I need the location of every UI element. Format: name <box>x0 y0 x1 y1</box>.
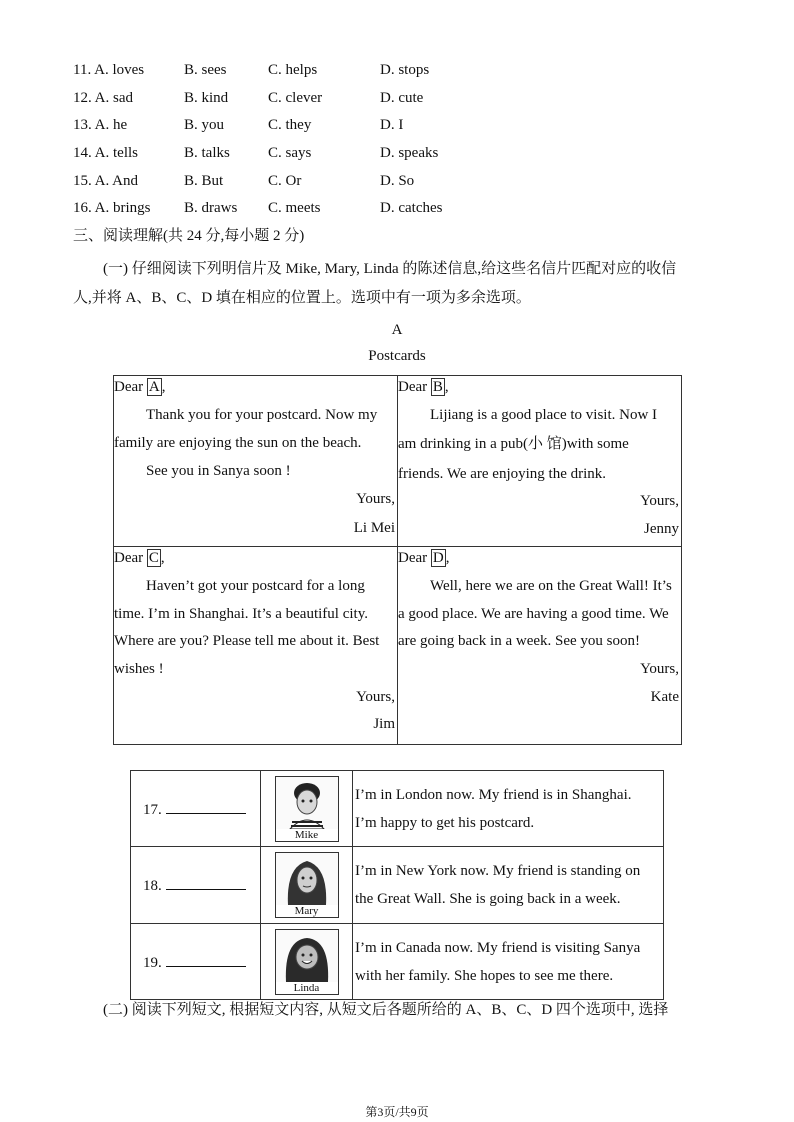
postcard-line: am drinking in a pub(小 馆)with some <box>398 436 629 452</box>
postcard-line: Thank you for your postcard. Now my <box>146 407 378 423</box>
option-a: 13. A. he <box>73 117 128 133</box>
option-row <box>73 142 493 164</box>
answer-box: D <box>432 550 444 566</box>
postcard-d <box>398 547 682 745</box>
option-d: D. speaks <box>380 145 439 161</box>
postcard-sender: Jenny <box>644 521 679 537</box>
postcard-c <box>114 547 398 745</box>
option-d: D. stops <box>380 62 430 78</box>
answer-blank[interactable] <box>166 799 246 814</box>
option-b: B. you <box>184 117 225 133</box>
option-b: B. sees <box>184 62 227 78</box>
postcard-closing: Yours, <box>640 493 679 509</box>
option-row <box>73 114 493 136</box>
option-row <box>73 87 493 109</box>
statement-line: I’m in Canada now. My friend is visiting Sanya <box>355 939 641 956</box>
statement-line: I’m happy to get his postcard. <box>355 814 535 831</box>
option-a: 11. A. loves <box>73 62 145 78</box>
postcard-line: are going back in a week. See you soon! <box>398 633 641 649</box>
postcard-sender: Kate <box>650 689 679 705</box>
option-d: D. cute <box>380 90 424 106</box>
passage-title: Postcards <box>368 348 426 364</box>
option-row <box>73 197 493 219</box>
postcard-line: Lijiang is a good place to visit. Now I <box>430 407 658 423</box>
option-a: 14. A. tells <box>73 145 139 161</box>
option-c: C. they <box>268 117 312 133</box>
instruction-line-1: (一) 仔细阅读下列明信片及 Mike, Mary, Linda 的陈述信息,给这些名信片匹配对应的收信 <box>103 261 677 277</box>
matching-row <box>131 847 664 924</box>
postcard-a <box>114 376 398 547</box>
postcard-line: family are enjoying the sun on the beach. <box>114 435 362 451</box>
option-b: B. draws <box>184 200 238 216</box>
option-row <box>73 170 493 192</box>
postcard-closing: Yours, <box>356 491 395 507</box>
postcard-line: Haven’t got your postcard for a long <box>146 578 365 594</box>
postcard-line: Well, here we are on the Great Wall! It’s <box>430 578 672 594</box>
person-photo <box>275 776 339 842</box>
question-number: 19. <box>143 954 162 971</box>
part2-instruction: (二) 阅读下列短文, 根据短文内容, 从短文后各题所给的 A、B、C、D 四个选项中, 选择 <box>103 1002 669 1018</box>
postcards-table <box>113 375 682 745</box>
option-c: C. helps <box>268 62 318 78</box>
person-name: Linda <box>276 982 338 994</box>
page-footer: 第3页/共9页 <box>365 1105 429 1119</box>
passage-letter: A <box>391 322 403 338</box>
option-d: D. I <box>380 117 404 133</box>
statement-line: the Great Wall. She is going back in a week. <box>355 891 621 907</box>
option-c: C. meets <box>268 200 321 216</box>
instruction-line-2: 人,并将 A、B、C、D 填在相应的位置上。选项中有一项为多余选项。 <box>73 290 531 306</box>
option-b: B. But <box>184 173 224 189</box>
postcard-line: See you in Sanya soon ! <box>146 463 291 479</box>
person-name: Mary <box>276 905 338 917</box>
postcard-salutation: Dear B , <box>398 379 449 395</box>
postcard-line: friends. We are enjoying the drink. <box>398 466 607 482</box>
answer-box: B <box>432 379 443 395</box>
postcard-line: a good place. We are having a good time. We <box>398 606 669 622</box>
answer-box: A <box>148 379 160 395</box>
person-name: Mike <box>276 829 338 841</box>
postcard-sender: Jim <box>373 716 395 732</box>
question-number: 17. <box>143 801 162 818</box>
option-a: 15. A. And <box>73 173 139 189</box>
option-a: 16. A. brings <box>73 200 151 216</box>
postcard-closing: Yours, <box>356 689 395 705</box>
option-c: C. says <box>268 145 312 161</box>
section-heading: 三、阅读理解(共 24 分,每小题 2 分) <box>73 228 305 244</box>
person-photo <box>275 929 339 995</box>
answer-blank[interactable] <box>166 875 246 890</box>
postcard-salutation: Dear C , <box>114 550 165 566</box>
option-b: B. kind <box>184 90 229 106</box>
option-d: D. So <box>380 173 415 189</box>
option-b: B. talks <box>184 145 230 161</box>
option-c: C. clever <box>268 90 323 106</box>
matching-row <box>131 924 664 1000</box>
person-photo <box>275 852 339 918</box>
option-row <box>73 59 493 81</box>
postcard-line: wishes ! <box>114 661 164 677</box>
postcard-closing: Yours, <box>640 661 679 677</box>
answer-blank[interactable] <box>166 952 246 967</box>
postcard-line: Where are you? Please tell me about it. Best <box>114 633 380 649</box>
postcard-b <box>398 376 682 547</box>
statement-line: with her family. She hopes to see me there. <box>355 967 614 984</box>
postcard-salutation: Dear A , <box>114 379 166 395</box>
answer-box: C <box>148 550 159 566</box>
statement-line: I’m in New York now. My friend is standing on <box>355 863 641 879</box>
postcard-line: time. I’m in Shanghai. It’s a beautiful city. <box>114 606 368 622</box>
option-d: D. catches <box>380 200 443 216</box>
matching-row <box>131 771 664 847</box>
option-c: C. Or <box>268 173 302 189</box>
statement-line: I’m in London now. My friend is in Shanghai. <box>355 786 632 803</box>
question-number: 18. <box>143 878 162 894</box>
matching-table <box>130 770 664 1000</box>
option-a: 12. A. sad <box>73 90 133 106</box>
postcard-salutation: Dear D , <box>398 550 450 566</box>
postcard-sender: Li Mei <box>353 520 395 536</box>
